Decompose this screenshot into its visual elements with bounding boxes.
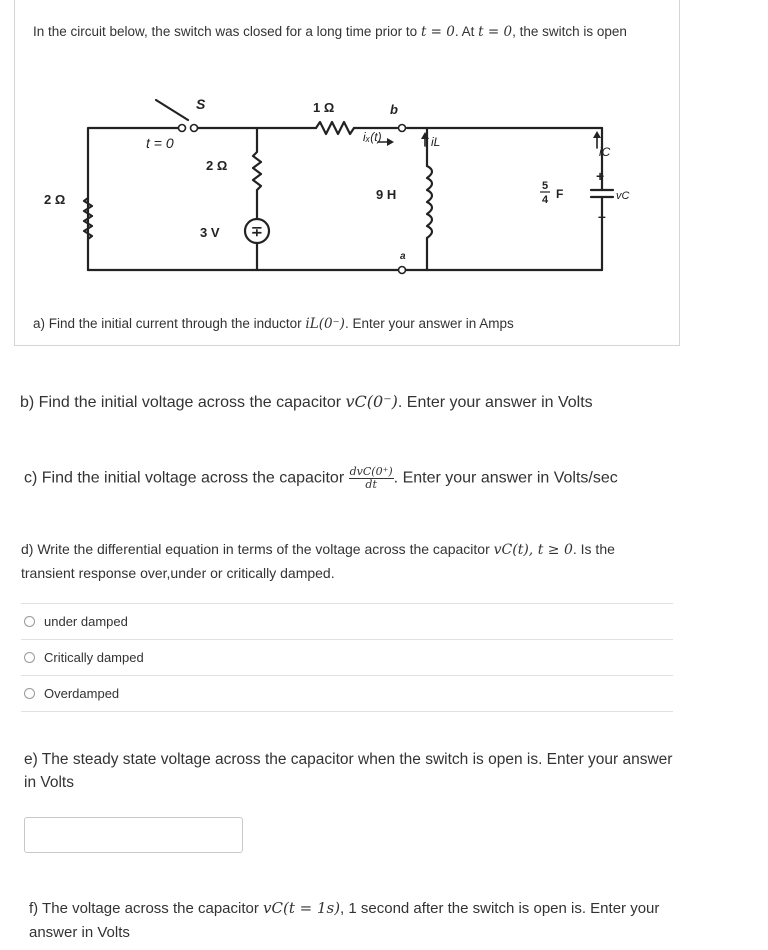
question-b: b) Find the initial voltage across the capacitor vC(0⁻). Enter your answer in Volts bbox=[20, 392, 593, 411]
inductor-label: 9 H bbox=[376, 187, 397, 202]
option-label: Overdamped bbox=[44, 686, 120, 701]
node-a-terminal bbox=[399, 267, 406, 274]
radio-button[interactable] bbox=[24, 652, 35, 663]
damping-options bbox=[21, 603, 673, 712]
top-resistor-label: 1 Ω bbox=[313, 100, 335, 115]
node-b-label: b bbox=[390, 102, 398, 117]
intro-text: In the circuit below, the switch was closed for a long time prior to t = 0. At t = 0, the switch is open bbox=[33, 24, 627, 40]
top-resistor bbox=[316, 122, 354, 134]
intro-math-t0-second: t = 0 bbox=[478, 24, 513, 40]
radio-button[interactable] bbox=[24, 616, 35, 627]
switch-time-label: t = 0 bbox=[146, 135, 174, 151]
option-label: Critically damped bbox=[44, 650, 144, 665]
option-label: under damped bbox=[44, 614, 128, 629]
question-b-math: vC(0⁻) bbox=[345, 392, 398, 411]
answer-e-input[interactable] bbox=[24, 817, 243, 853]
radio-button[interactable] bbox=[24, 688, 35, 699]
middle-resistor-label: 2 Ω bbox=[206, 158, 228, 173]
switch-terminal-left bbox=[179, 125, 186, 132]
node-a-label: a bbox=[400, 251, 406, 262]
option-overdamped[interactable] bbox=[21, 675, 673, 712]
middle-resistor bbox=[253, 128, 261, 219]
source-polarity: ∓ bbox=[251, 223, 263, 239]
il-current-label: iL bbox=[431, 135, 441, 149]
option-critically-damped[interactable] bbox=[21, 639, 673, 675]
question-a: a) Find the initial current through the inductor iL(0⁻). Enter your answer in Amps bbox=[33, 316, 514, 332]
question-c: c) Find the initial voltage across the capacitor $\frac{\text{dvC(0⁺)}}{dt}$ . Enter your answer in Volts/sec bbox=[24, 465, 618, 491]
ic-current-label: iC bbox=[599, 145, 611, 159]
capacitance-denominator: 4 bbox=[542, 194, 549, 206]
capacitance-unit: F bbox=[556, 187, 564, 201]
source-label: 3 V bbox=[200, 225, 220, 240]
switch-label: S bbox=[196, 96, 206, 112]
question-f-math: vC(t = 1s) bbox=[263, 899, 341, 917]
switch-terminal-right bbox=[191, 125, 198, 132]
intro-math-t0: t = 0 bbox=[420, 24, 455, 40]
option-under-damped[interactable] bbox=[21, 603, 673, 639]
question-d-math: vC(t), t ≥ 0 bbox=[493, 542, 573, 558]
derivative-fraction: $\frac{\text{dvC(0⁺)}}{dt}$ bbox=[349, 465, 393, 491]
question-e: e) The steady state voltage across the capacitor when the switch is open is. Enter your answer in Volts bbox=[24, 751, 673, 791]
question-f: f) The voltage across the capacitor vC(t = 1s), 1 second after the switch is open is. Enter your answer in Volts bbox=[29, 899, 660, 941]
question-a-math: iL(0⁻) bbox=[305, 316, 345, 332]
vc-label: vC bbox=[616, 190, 630, 202]
question-d: d) Write the differential equation in terms of the voltage across the capacitor vC(t), t ≥ 0. Is the transient response over,under or critically damped. bbox=[21, 541, 615, 581]
vc-minus: – bbox=[598, 208, 606, 224]
ix-current-label: iₓ(t) bbox=[363, 130, 382, 144]
inductor-coil bbox=[427, 166, 432, 238]
capacitance-numerator: 5 bbox=[542, 180, 549, 192]
node-b-terminal bbox=[399, 125, 406, 132]
left-resistor-label: 2 Ω bbox=[44, 192, 66, 207]
circuit-diagram bbox=[30, 86, 630, 276]
switch-blade bbox=[156, 100, 188, 120]
vc-plus: + bbox=[596, 168, 605, 184]
